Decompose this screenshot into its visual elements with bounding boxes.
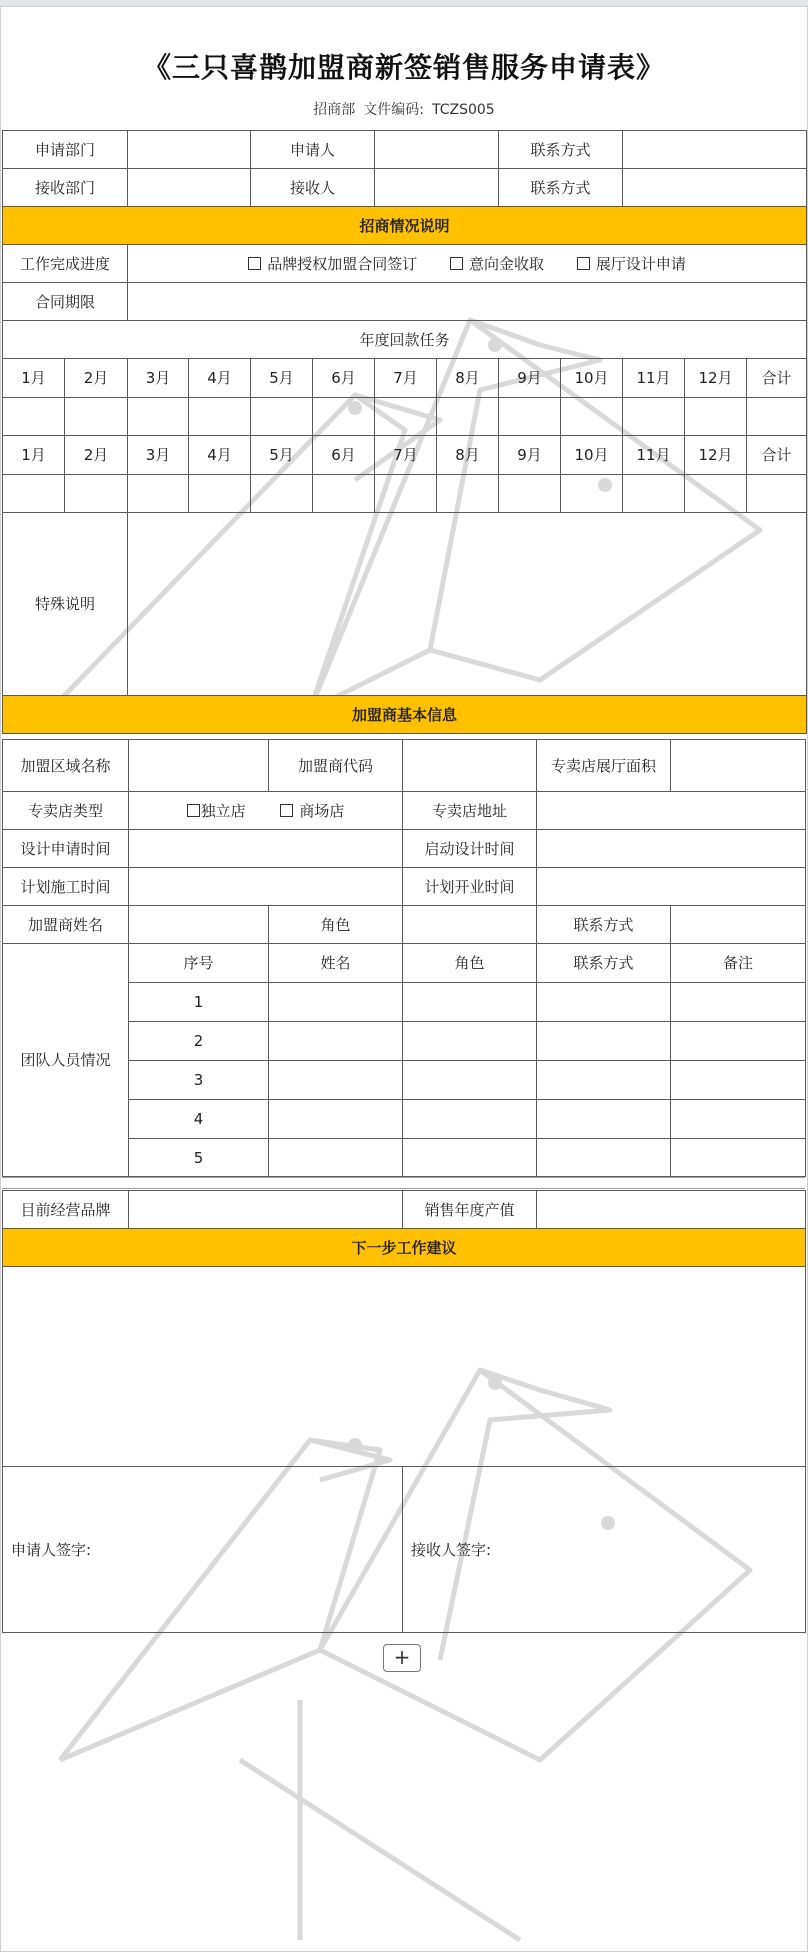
dealer-code-label: 加盟商代码	[269, 740, 403, 792]
contact-field[interactable]	[623, 169, 807, 207]
form-table-next	[2, 1190, 806, 1633]
area-name-field[interactable]	[129, 740, 269, 792]
applicant-label: 申请人	[251, 131, 375, 169]
total-cell[interactable]	[747, 398, 807, 436]
month-header: 2月	[65, 436, 128, 475]
month-header: 8月	[437, 436, 499, 475]
team-index: 2	[129, 1022, 269, 1061]
team-cell[interactable]	[269, 1139, 403, 1177]
month-cell[interactable]	[251, 398, 313, 436]
design-start-time-field[interactable]	[537, 830, 806, 868]
form-subtitle	[0, 99, 808, 119]
team-index: 1	[129, 983, 269, 1022]
payment-task-title: 年度回款任务	[3, 321, 807, 359]
option-deposit[interactable]: 意向金收取	[450, 255, 544, 273]
dealer-code-field[interactable]	[403, 740, 537, 792]
month-cell[interactable]	[128, 398, 189, 436]
store-type-options	[129, 792, 403, 830]
contact-field[interactable]	[623, 131, 807, 169]
month-cell[interactable]	[685, 475, 747, 513]
special-notes-label: 特殊说明	[3, 513, 128, 696]
month-header: 11月	[623, 436, 685, 475]
month-header: 9月	[499, 359, 561, 398]
section-header-dealer: 加盟商基本信息	[3, 696, 807, 734]
month-cell[interactable]	[437, 475, 499, 513]
team-cell[interactable]	[403, 1061, 537, 1100]
design-apply-time-label: 设计申请时间	[3, 830, 129, 868]
contact-label: 联系方式	[499, 131, 623, 169]
month-header: 9月	[499, 436, 561, 475]
team-header-contact: 联系方式	[537, 944, 671, 983]
apply-dept-field[interactable]	[128, 131, 251, 169]
team-header-name: 姓名	[269, 944, 403, 983]
month-cell[interactable]	[65, 475, 128, 513]
team-label: 团队人员情况	[3, 944, 129, 1177]
checkbox[interactable]	[280, 804, 293, 817]
team-cell[interactable]	[537, 1100, 671, 1139]
months-row-2	[3, 436, 807, 475]
showroom-area-field[interactable]	[671, 740, 806, 792]
team-cell[interactable]	[671, 983, 806, 1022]
brand-label: 目前经营品牌	[3, 1191, 129, 1229]
receive-dept-label: 接收部门	[3, 169, 128, 207]
contract-term-label: 合同期限	[3, 283, 128, 321]
team-cell[interactable]	[269, 1061, 403, 1100]
team-header-index: 序号	[129, 944, 269, 983]
apply-dept-label: 申请部门	[3, 131, 128, 169]
next-steps-field[interactable]	[3, 1267, 806, 1467]
month-cell[interactable]	[623, 398, 685, 436]
month-cell[interactable]	[65, 398, 128, 436]
design-start-time-label: 启动设计时间	[403, 830, 537, 868]
month-header: 1月	[3, 436, 65, 475]
month-header: 3月	[128, 359, 189, 398]
receiver-field[interactable]	[375, 169, 499, 207]
showroom-area-label: 专卖店展厅面积	[537, 740, 671, 792]
team-cell[interactable]	[403, 1022, 537, 1061]
month-header: 5月	[251, 436, 313, 475]
month-cell[interactable]	[685, 398, 747, 436]
month-cell[interactable]	[3, 398, 65, 436]
month-cell[interactable]	[251, 475, 313, 513]
team-cell[interactable]	[537, 1139, 671, 1177]
role-field[interactable]	[403, 906, 537, 944]
progress-options	[128, 245, 807, 283]
month-header: 12月	[685, 436, 747, 475]
month-cell[interactable]	[561, 398, 623, 436]
special-notes-field[interactable]	[128, 513, 807, 696]
checkbox[interactable]	[187, 804, 200, 817]
form-table-main	[2, 130, 807, 734]
applicant-field[interactable]	[375, 131, 499, 169]
months-row-1	[3, 359, 807, 398]
section-header-recruit: 招商情况说明	[3, 207, 807, 245]
team-header-role: 角色	[403, 944, 537, 983]
design-apply-time-field[interactable]	[129, 830, 403, 868]
team-index: 5	[129, 1139, 269, 1177]
store-address-field[interactable]	[537, 792, 806, 830]
month-cell[interactable]	[128, 475, 189, 513]
dealer-name-field[interactable]	[129, 906, 269, 944]
month-cell[interactable]	[499, 398, 561, 436]
form-table-dealer	[2, 739, 806, 1177]
checkbox[interactable]	[450, 257, 463, 270]
total-header: 合计	[747, 359, 807, 398]
team-index: 4	[129, 1100, 269, 1139]
months-values-1	[3, 398, 807, 436]
option-contract[interactable]: 品牌授权加盟合同签订	[248, 255, 417, 273]
dept-label: 招商部	[313, 102, 356, 118]
month-header: 7月	[375, 436, 437, 475]
receiver-label: 接收人	[251, 169, 375, 207]
team-cell[interactable]	[671, 1061, 806, 1100]
month-cell[interactable]	[189, 398, 251, 436]
option-mall[interactable]: 商场店	[280, 802, 344, 820]
dealer-name-label: 加盟商姓名	[3, 906, 129, 944]
team-cell[interactable]	[269, 983, 403, 1022]
contact-label: 联系方式	[499, 169, 623, 207]
area-name-label: 加盟区域名称	[3, 740, 129, 792]
checkbox[interactable]	[577, 257, 590, 270]
team-header-remark: 备注	[671, 944, 806, 983]
team-cell[interactable]	[537, 983, 671, 1022]
contact-field[interactable]	[671, 906, 806, 944]
team-cell[interactable]	[403, 1139, 537, 1177]
contact-label: 联系方式	[537, 906, 671, 944]
build-time-field[interactable]	[129, 868, 403, 906]
team-cell[interactable]	[403, 1100, 537, 1139]
checkbox[interactable]	[248, 257, 261, 270]
month-cell[interactable]	[189, 475, 251, 513]
team-cell[interactable]	[269, 1100, 403, 1139]
store-address-label: 专卖店地址	[403, 792, 537, 830]
page-break	[2, 1177, 805, 1189]
month-cell[interactable]	[499, 475, 561, 513]
month-header: 7月	[375, 359, 437, 398]
month-header: 8月	[437, 359, 499, 398]
month-header: 10月	[561, 359, 623, 398]
team-cell[interactable]	[537, 1022, 671, 1061]
month-cell[interactable]	[3, 475, 65, 513]
month-cell[interactable]	[313, 398, 375, 436]
month-cell[interactable]	[313, 475, 375, 513]
team-cell[interactable]	[671, 1139, 806, 1177]
option-showroom-design[interactable]: 展厅设计申请	[577, 255, 686, 273]
sales-label: 销售年度产值	[403, 1191, 537, 1229]
month-header: 6月	[313, 359, 375, 398]
receiver-signature[interactable]: 接收人签字:	[403, 1467, 806, 1633]
total-header: 合计	[747, 436, 807, 475]
section-header-next-steps: 下一步工作建议	[3, 1229, 806, 1267]
month-header: 5月	[251, 359, 313, 398]
month-header: 11月	[623, 359, 685, 398]
month-header: 10月	[561, 436, 623, 475]
team-cell[interactable]	[537, 1061, 671, 1100]
month-cell[interactable]	[623, 475, 685, 513]
store-type-label: 专卖店类型	[3, 792, 129, 830]
open-time-label: 计划开业时间	[403, 868, 537, 906]
file-code: TCZS005	[432, 102, 495, 118]
month-header: 4月	[189, 436, 251, 475]
team-cell[interactable]	[671, 1100, 806, 1139]
team-index: 3	[129, 1061, 269, 1100]
code-label: 文件编码:	[363, 102, 424, 118]
month-cell[interactable]	[437, 398, 499, 436]
month-cell[interactable]	[375, 398, 437, 436]
team-cell[interactable]	[403, 983, 537, 1022]
page-title: 《三只喜鹊加盟商新签销售服务申请表》	[142, 51, 665, 84]
contract-term-field[interactable]	[128, 283, 807, 321]
month-cell[interactable]	[561, 475, 623, 513]
team-cell[interactable]	[671, 1022, 806, 1061]
applicant-signature[interactable]: 申请人签字:	[3, 1467, 403, 1633]
month-cell[interactable]	[375, 475, 437, 513]
month-header: 2月	[65, 359, 128, 398]
sales-field[interactable]	[537, 1191, 806, 1229]
total-cell[interactable]	[747, 475, 807, 513]
role-label: 角色	[269, 906, 403, 944]
month-header: 12月	[685, 359, 747, 398]
month-header: 6月	[313, 436, 375, 475]
month-header: 4月	[189, 359, 251, 398]
progress-label: 工作完成进度	[3, 245, 128, 283]
receive-dept-field[interactable]	[128, 169, 251, 207]
build-time-label: 计划施工时间	[3, 868, 129, 906]
month-header: 1月	[3, 359, 65, 398]
month-header: 3月	[128, 436, 189, 475]
open-time-field[interactable]	[537, 868, 806, 906]
brand-field[interactable]	[129, 1191, 403, 1229]
team-cell[interactable]	[269, 1022, 403, 1061]
months-values-2	[3, 475, 807, 513]
option-standalone[interactable]: 独立店	[187, 802, 246, 820]
add-button[interactable]: +	[383, 1644, 421, 1672]
